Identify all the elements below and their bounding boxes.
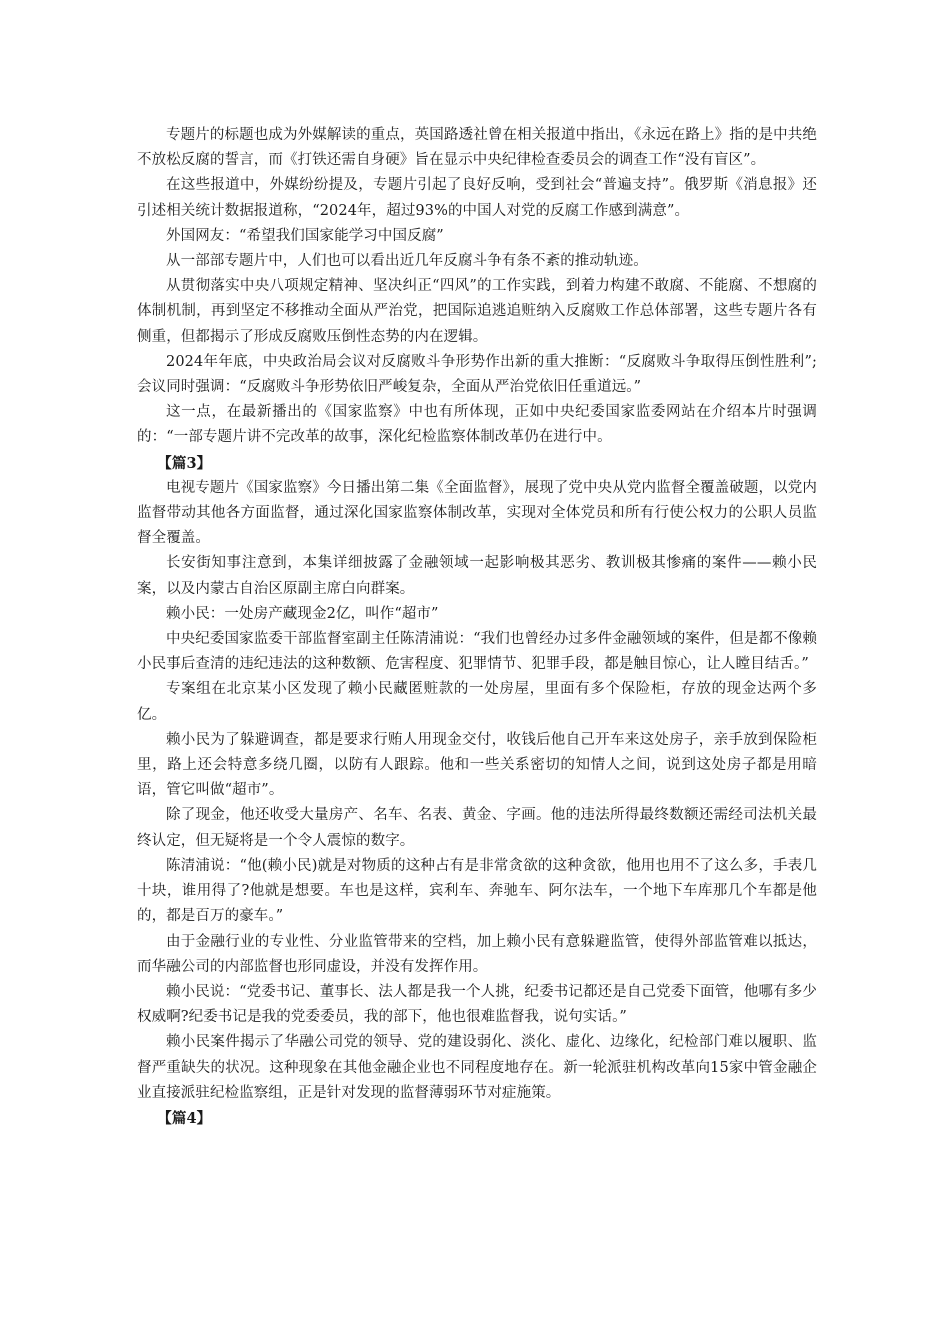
section3-paragraph-7: 除了现金，他还收受大量房产、名车、名表、黄金、字画。他的违法所得最终数额还需经司法机关最终认定，但无疑将是一个令人震惊的数字。 bbox=[137, 807, 817, 849]
section3-paragraph-9: 由于金融行业的专业性、分业监管带来的空档，加上赖小民有意躲避监管，使得外部监管难以抵达，而华融公司的内部监督也形同虚设，并没有发挥作用。 bbox=[137, 933, 817, 975]
section-heading-4: 【篇4】 bbox=[157, 1109, 212, 1127]
section3-paragraph-2: 长安街知事注意到，本集详细披露了金融领域一起影响极其恶劣、教训极其惨痛的案件——赖小民案，以及内蒙古自治区原副主席白向群案。 bbox=[137, 555, 817, 597]
section3-paragraph-10: 赖小民说：“党委书记、董事长、法人都是我一个人挑，纪委书记都还是自己党委下面管，他哪有多少权威啊?纪委书记是我的党委委员，我的部下，他也很难监督我，说句实话。” bbox=[137, 983, 817, 1026]
document-body bbox=[137, 123, 817, 1131]
paragraph-5: 从贯彻落实中央八项规定精神、坚决纠正“四风”的工作实践，到着力构建不敢腐、不能腐、不想腐的体制机制，再到坚定不移推动全面从严治党，把国际追逃追赃纳入反腐败工作总体部署，这些专题片各有侧重，但都揭示了形成反腐败压倒性态势的内在逻辑。 bbox=[137, 278, 817, 345]
paragraph-6: 2024年年底，中央政治局会议对反腐败斗争形势作出新的重大推断：“反腐败斗争取得压倒性胜利”;会议同时强调：“反腐败斗争形势依旧严峻复杂，全面从严治党依旧任重道远。” bbox=[137, 353, 817, 396]
section3-paragraph-4: 中央纪委国家监委干部监督室副主任陈清浦说：“我们也曾经办过多件金融领域的案件，但是都不像赖小民事后查清的违纪违法的这种数额、危害程度、犯罪情节、犯罪手段，都是触目惊心，让人瞠目结舌。” bbox=[137, 631, 817, 673]
section3-paragraph-8: 陈清浦说：“他(赖小民)就是对物质的这种占有是非常贪欲的这种贪欲，他用也用不了这么多，手表几十块，谁用得了?他就是想要。车也是这样，宾利车、奔驰车、阿尔法车，一个地下车库那几个车都是他的，都是百万的豪车。” bbox=[137, 857, 817, 925]
paragraph-7: 这一点，在最新播出的《国家监察》中也有所体现，正如中央纪委国家监委网站在介绍本片时强调的：“一部专题片讲不完改革的故事，深化纪检监察体制改革仍在进行中。 bbox=[137, 404, 817, 446]
section3-paragraph-3: 赖小民：一处房产藏现金2亿，叫作“超市” bbox=[166, 605, 439, 622]
paragraph-3: 外国网友：“希望我们国家能学习中国反腐” bbox=[166, 227, 444, 244]
section3-paragraph-1: 电视专题片《国家监察》今日播出第二集《全面监督》，展现了党中央从党内监督全覆盖破题，以党内监督带动其他各方面监督，通过深化国家监察体制改革，实现对全体党员和所有行使公权力的公职人员监督全覆盖。 bbox=[137, 479, 817, 547]
paragraph-2: 在这些报道中，外媒纷纷提及，专题片引起了良好反响，受到社会“普遍支持”。俄罗斯《消息报》还引述相关统计数据报道称，“2024年，超过93%的中国人对党的反腐工作感到满意”。 bbox=[137, 177, 817, 219]
section3-paragraph-11: 赖小民案件揭示了华融公司党的领导、党的建设弱化、淡化、虚化、边缘化，纪检部门难以履职、监督严重缺失的状况。这种现象在其他金融企业也不同程度地存在。新一轮派驻机构改革向15家中管金融企业直接派驻纪检监察组，正是针对发现的监督薄弱环节对症施策。 bbox=[137, 1034, 817, 1101]
section3-paragraph-5: 专案组在北京某小区发现了赖小民藏匿赃款的一处房屋，里面有多个保险柜，存放的现金达两个多亿。 bbox=[137, 681, 817, 723]
section3-paragraph-6: 赖小民为了躲避调查，都是要求行贿人用现金交付，收钱后他自己开车来这处房子，亲手放到保险柜里，路上还会特意多绕几圈，以防有人跟踪。他和一些关系密切的知情人之间，说到这处房子都是用暗语，管它叫做“超市”。 bbox=[137, 731, 817, 799]
paragraph-1: 专题片的标题也成为外媒解读的重点，英国路透社曾在相关报道中指出，《永远在路上》指的是中共绝不放松反腐的誓言，而《打铁还需自身硬》旨在显示中央纪律检查委员会的调查工作“没有盲区”。 bbox=[137, 127, 817, 169]
paragraph-4: 从一部部专题片中，人们也可以看出近几年反腐斗争有条不紊的推动轨迹。 bbox=[166, 253, 648, 270]
section-heading-3: 【篇3】 bbox=[157, 454, 212, 472]
